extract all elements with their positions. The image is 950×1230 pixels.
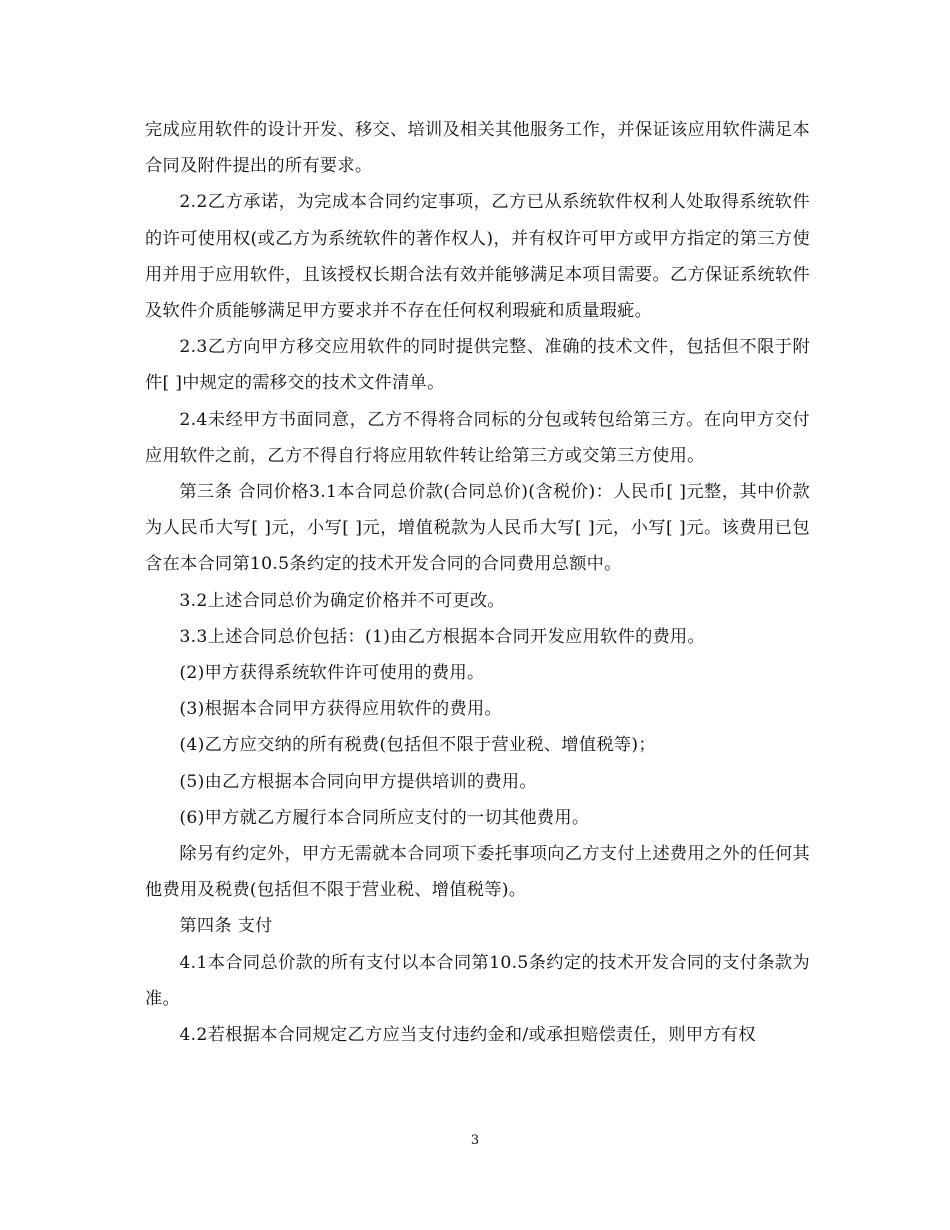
- page-number: 3: [470, 1133, 480, 1148]
- list-item-4: (4)乙方应交纳的所有税费(包括但不限于营业税、增值税等)；: [179, 735, 656, 756]
- paragraph-4-2: 4.2若根据本合同规定乙方应当支付违约金和/或承担赔偿责任，则甲方有权: [179, 1025, 756, 1046]
- paragraph-continuation: 完成应用软件的设计开发、移交、培训及相关其他服务工作，并保证该应用软件满足本合同及附件提出的所有要求。: [145, 120, 810, 177]
- paragraph-2-2: 2.2乙方承诺，为完成本合同约定事项，乙方已从系统软件权利人处取得系统软件的许可使用权(或乙方为系统软件的著作权人)，并有权许可甲方或甲方指定的第三方使用并用于应用软件，且该授权长期合法有效并能够满足本项目需要。乙方保证系统软件及软件介质能够满足甲方要求并不存在任何权利瑕疵和质量瑕疵。: [145, 192, 810, 322]
- article-4-heading: 第四条 支付: [179, 916, 273, 937]
- paragraph-4-1: 4.1本合同总价款的所有支付以本合同第10.5条约定的技术开发合同的支付条款为准。: [145, 952, 810, 1009]
- paragraph-article-3-1: 第三条 合同价格3.1本合同总价款(合同总价)(含税价)：人民币[ ]元整，其中价款为人民币大写[ ]元，小写[ ]元，增值税款为人民币大写[ ]元，小写[ ]元。该费用已包含在本合同第10.5条约定的技术开发合同的合同费用总额中。: [145, 482, 810, 575]
- paragraph-2-4: 2.4未经甲方书面同意，乙方不得将合同标的分包或转包给第三方。在向甲方交付应用软件之前，乙方不得自行将应用软件转让给第三方或交第三方使用。: [145, 409, 810, 466]
- list-item-2: (2)甲方获得系统软件许可使用的费用。: [179, 663, 485, 684]
- list-item-6: (6)甲方就乙方履行本合同所应支付的一切其他费用。: [179, 807, 590, 828]
- list-item-5: (5)由乙方根据本合同向甲方提供培训的费用。: [179, 771, 537, 792]
- document-body: [145, 112, 810, 1053]
- paragraph-2-3: 2.3乙方向甲方移交应用软件的同时提供完整、准确的技术文件，包括但不限于附件[ ]中规定的需移交的技术文件清单。: [145, 337, 810, 394]
- list-item-3: (3)根据本合同甲方获得应用软件的费用。: [179, 699, 502, 720]
- paragraph-3-3: 3.3上述合同总价包括：(1)由乙方根据本合同开发应用软件的费用。: [179, 626, 706, 647]
- paragraph-exclusion: 除另有约定外，甲方无需就本合同项下委托事项向乙方支付上述费用之外的任何其他费用及税费(包括但不限于营业税、增值税等)。: [145, 844, 810, 901]
- paragraph-3-2: 3.2上述合同总价为确定价格并不可更改。: [179, 590, 505, 611]
